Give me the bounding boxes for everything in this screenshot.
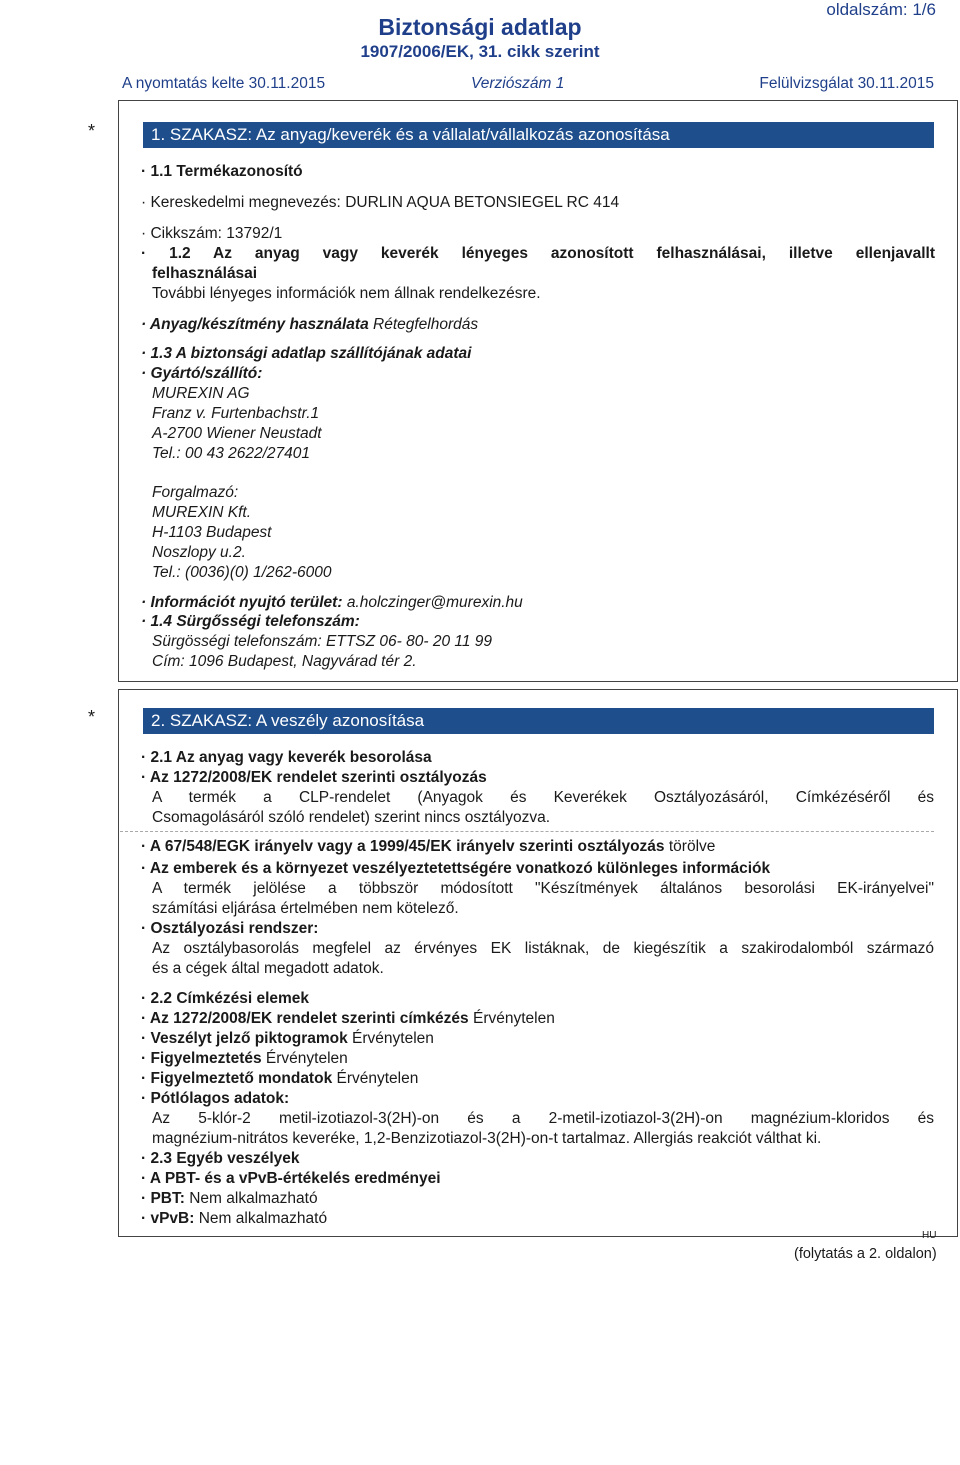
hazard-statements-label: · Figyelmeztető mondatok bbox=[141, 1070, 333, 1087]
hazard-info-text-2: számítási eljárása értelmében nem kötelező. bbox=[152, 900, 459, 917]
vpvb-row bbox=[141, 1210, 327, 1228]
pictogram-row bbox=[141, 1030, 434, 1048]
print-date: A nyomtatás kelte 30.11.2015 bbox=[122, 75, 326, 92]
pbt-label: · PBT: bbox=[141, 1190, 185, 1207]
distributor-phone: Tel.: (0036)(0) 1/262-6000 bbox=[152, 564, 332, 581]
labelling-value: Érvénytelen bbox=[473, 1010, 555, 1027]
subsection-1-3: · 1.3 A biztonsági adatlap szállítójának adatai bbox=[141, 345, 472, 362]
product-use-row bbox=[141, 316, 478, 334]
signal-word-row bbox=[141, 1050, 348, 1068]
classification-system-text-1: Az osztálybasorolás megfelel az érvényes EK listáknak, de kiegészítik a szakirodalomból származó bbox=[152, 940, 934, 957]
old-classification-row bbox=[141, 838, 715, 856]
clp-classification-label: · Az 1272/2008/EK rendelet szerinti osztályozás bbox=[141, 769, 487, 786]
clp-classification-text-1: A termék a CLP-rendelet (Anyagok és Keverékek Osztályozásáról, Címkézéséről és bbox=[152, 789, 934, 806]
pictogram-label: · Veszélyt jelző piktogramok bbox=[141, 1030, 348, 1047]
pbt-value: Nem alkalmazható bbox=[189, 1190, 318, 1207]
additional-info-text-1: Az 5-klór-2 metil-izotiazol-3(2H)-on és a 2-metil-izotiazol-3(2H)-on magnézium-kloridos és bbox=[152, 1110, 934, 1127]
labelling-row bbox=[141, 1010, 555, 1028]
old-classification-value: törölve bbox=[668, 838, 716, 855]
subsection-2-2: · 2.2 Címkézési elemek bbox=[141, 990, 310, 1007]
hazard-info-text-1: A termék jelölése a többször módosított "Készítmények általános besorolási EK-irányelvei" bbox=[152, 880, 934, 897]
emergency-phone: Sürgösségi telefonszám: ETTSZ 06- 80- 20 11 99 bbox=[152, 633, 493, 650]
document-title: Biztonsági adatlap bbox=[378, 14, 582, 40]
section-2-heading: 2. SZAKASZ: A veszély azonosítása bbox=[143, 708, 934, 734]
distributor-label: Forgalmazó: bbox=[152, 484, 239, 501]
subsection-1-2-title: · 1.2 Az anyag vagy keverék lényeges azonosított felhasználásai, illetve ellenjavallt bbox=[141, 245, 935, 262]
distributor-city: H-1103 Budapest bbox=[152, 524, 272, 541]
signal-word-value: Érvénytelen bbox=[265, 1050, 348, 1067]
article-number-value: 13792/1 bbox=[226, 225, 283, 242]
info-contact-email[interactable]: a.holczinger@murexin.hu bbox=[346, 594, 523, 611]
manufacturer-phone: Tel.: 00 43 2622/27401 bbox=[152, 445, 311, 462]
pbt-row bbox=[141, 1190, 318, 1208]
trade-name-label: · Kereskedelmi megnevezés: bbox=[141, 194, 341, 211]
manufacturer-street: Franz v. Furtenbachstr.1 bbox=[152, 405, 320, 422]
distributor-street: Noszlopy u.2. bbox=[152, 544, 246, 561]
info-contact-row bbox=[141, 594, 523, 612]
subsection-2-3: · 2.3 Egyéb veszélyek bbox=[141, 1150, 300, 1167]
subsection-1-4: · 1.4 Sürgősségi telefonszám: bbox=[141, 613, 360, 630]
info-contact-label: · Információt nyujtó terület: bbox=[141, 594, 343, 611]
article-number-row bbox=[141, 225, 282, 243]
additional-info-label: · Pótlólagos adatok: bbox=[141, 1090, 290, 1107]
subsection-1-2-text: További lényeges információk nem állnak rendelkezésre. bbox=[152, 285, 541, 302]
hazard-statements-row bbox=[141, 1070, 418, 1088]
subsection-2-1: · 2.1 Az anyag vagy keverék besorolása bbox=[141, 749, 432, 766]
version-number: Verziószám 1 bbox=[471, 75, 565, 92]
manufacturer-name: MUREXIN AG bbox=[152, 385, 250, 402]
document-subtitle: 1907/2006/EK, 31. cikk szerint bbox=[360, 42, 600, 61]
continued-note: (folytatás a 2. oldalon) bbox=[794, 1246, 937, 1262]
manufacturer-city: A-2700 Wiener Neustadt bbox=[152, 425, 322, 442]
section-1-heading: 1. SZAKASZ: Az anyag/keverék és a vállalat/vállalkozás azonosítása bbox=[143, 122, 934, 148]
review-date: Felülvizsgálat 30.11.2015 bbox=[759, 75, 934, 92]
hazard-info-label: · Az emberek és a környezet veszélyeztetettségére vonatkozó különleges információk bbox=[141, 860, 771, 877]
product-use-label: · Anyag/készítmény használata bbox=[141, 316, 369, 333]
section-divider bbox=[120, 831, 934, 832]
classification-system-label: · Osztályozási rendszer: bbox=[141, 920, 319, 937]
subsection-1-2-title-cont: felhasználásai bbox=[152, 265, 258, 282]
subsection-1-1: · 1.1 Termékazonosító bbox=[141, 163, 303, 180]
emergency-address: Cím: 1096 Budapest, Nagyvárad tér 2. bbox=[152, 653, 417, 670]
labelling-label: · Az 1272/2008/EK rendelet szerinti címkézés bbox=[141, 1010, 469, 1027]
trade-name-value: DURLIN AQUA BETONSIEGEL RC 414 bbox=[345, 194, 620, 211]
distributor-name: MUREXIN Kft. bbox=[152, 504, 252, 521]
pictogram-value: Érvénytelen bbox=[352, 1030, 434, 1047]
language-code: HU bbox=[922, 1230, 937, 1241]
classification-system-text-2: és a cégek által megadott adatok. bbox=[152, 960, 384, 977]
vpvb-value: Nem alkalmazható bbox=[198, 1210, 328, 1227]
signal-word-label: · Figyelmeztetés bbox=[141, 1050, 262, 1067]
section-1-changed-marker: * bbox=[88, 121, 96, 141]
vpvb-label: · vPvB: bbox=[141, 1210, 195, 1227]
article-number-label: · Cikkszám: bbox=[141, 225, 222, 242]
clp-classification-text-2: Csomagolásáról szóló rendelet) szerint nincs osztályozva. bbox=[152, 809, 551, 826]
section-2-changed-marker: * bbox=[88, 707, 96, 727]
product-use-value: Rétegfelhordás bbox=[373, 316, 479, 333]
hazard-statements-value: Érvénytelen bbox=[336, 1070, 419, 1087]
page-number: oldalszám: 1/6 bbox=[826, 0, 936, 19]
manufacturer-label: · Gyártó/szállító: bbox=[141, 365, 263, 382]
additional-info-text-2: magnézium-nitrátos keveréke, 1,2-Benzizotiazol-3(2H)-on-t tartalmaz. Allergiás reakciót válthat ki. bbox=[152, 1130, 822, 1147]
old-classification-label: · A 67/548/EGK irányelv vagy a 1999/45/EK irányelv szerinti osztályozás bbox=[141, 838, 665, 855]
trade-name-row bbox=[141, 194, 619, 212]
pbt-vpvb-label: · A PBT- és a vPvB-értékelés eredményei bbox=[141, 1170, 441, 1187]
